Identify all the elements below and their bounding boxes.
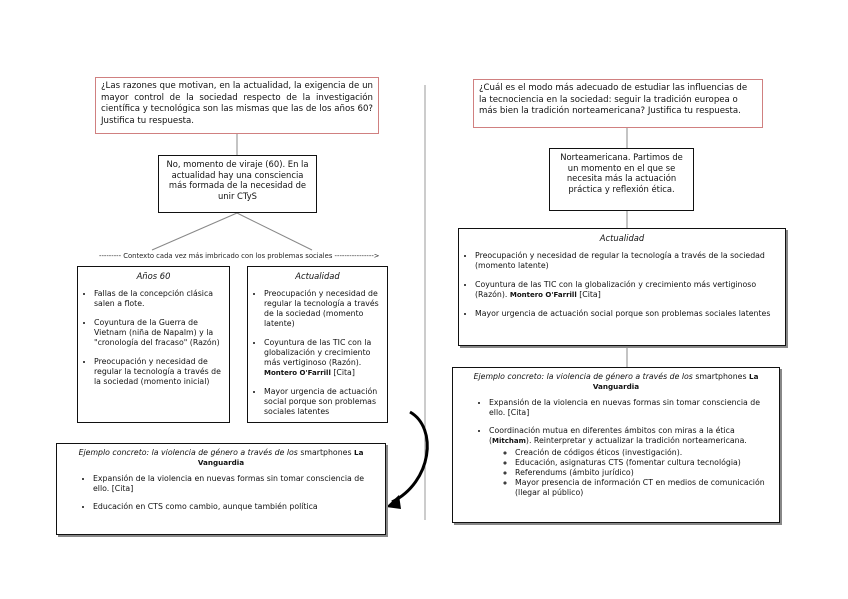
curved-arrow (392, 412, 427, 502)
list-item: • Coordinación mutua en diferentes ámbitos con miras a la ética (Mitcham). Reinterpretar y actualizar la tradición norteamericana. ◦ Creación de códigos éticos (investigación). ◦ Educación, asignaturas CTS (fomentar cultura tecnológia) ◦ Referendums (ámbito jurídico) ◦ Mayor presencia de información CT en medios de comunicación (llegar al público) (489, 426, 771, 498)
left-question-text: ¿Las razones que motivan, en la actualidad, la exigencia de un mayor control de la sociedad respecto de la investigación científica y tecnológica son las mismas que las de los años 60? Justifica tu respuesta. (101, 81, 373, 126)
list-item: • Coyuntura de las TIC con la globalización y crecimiento más vertiginoso (Razón). Montero O'Farrill [Cita] (475, 280, 779, 300)
right-question-box (473, 79, 763, 128)
curved-arrow-head (386, 495, 401, 509)
left-actualidad-box (247, 266, 388, 423)
left-question-box (95, 77, 379, 134)
right-example-sublist (489, 448, 771, 498)
sub-list-item: ◦ Referendums (ámbito jurídico) (515, 468, 771, 478)
left-example-list (65, 474, 377, 512)
author-cite: Montero O'Farrill (264, 369, 331, 377)
sub-list-item: ◦ Educación, asignaturas CTS (fomentar cultura tecnológia) (515, 458, 771, 468)
right-example-title: Ejemplo concreto: la violencia de género a través de los smartphones La Vanguardia (473, 372, 759, 391)
list-item: • Mayor urgencia de actuación social porque son problemas sociales latentes (264, 387, 381, 417)
list-item: • Preocupación y necesidad de regular la tecnología a través de la sociedad (momento inicial) (94, 357, 223, 387)
context-label: --------- Contexto cada vez más imbricado con los problemas sociales ----------------> (99, 252, 380, 260)
list-item: • Mayor urgencia de actuación social porque son problemas sociales latentes (475, 309, 779, 319)
list-item: • Coyuntura de las TIC con la globalización y crecimiento más vertiginoso (Razón). Montero O'Farrill [Cita] (264, 338, 381, 378)
right-answer-text: Norteamericana. Partimos de un momento en el que se necesita más la actuación práctica y reflexión ética. (560, 152, 683, 194)
list-item: • Preocupación y necesidad de regular la tecnología a través de la sociedad (momento latente) (475, 251, 779, 271)
author-cite: Mitcham (492, 437, 526, 445)
left-answer-to-now-line (237, 213, 312, 250)
years-60-box (77, 266, 230, 423)
right-example-list (461, 398, 771, 498)
author-cite: Montero O'Farrill (509, 291, 577, 299)
right-actualidad-box (458, 228, 786, 346)
list-item: • Preocupación y necesidad de regular la tecnología a través de la sociedad (momento latente) (264, 289, 381, 329)
left-actualidad-title: Actualidad (295, 271, 340, 281)
left-answer-to-60-line (152, 213, 237, 250)
list-item: • Educación en CTS como cambio, aunque también política (93, 502, 377, 512)
left-answer-box (158, 155, 317, 213)
right-actualidad-list (465, 251, 779, 319)
list-item: • Expansión de la violencia en nuevas formas sin tomar consciencia de ello. [Cita] (489, 398, 771, 418)
years-60-list (84, 289, 223, 387)
right-actualidad-title: Actualidad (599, 233, 645, 243)
list-item: • Coyuntura de la Guerra de Vietnam (niña de Napalm) y la "cronología del fracaso" (Razón) (94, 318, 223, 348)
left-example-title: Ejemplo concreto: la violencia de género a través de los smartphones La Vanguardia (78, 448, 364, 467)
right-question-text: ¿Cuál es el modo más adecuado de estudiar las influencias de la tecnociencia en la sociedad: seguir la tradición europea o más bien la tradición norteamericana? Justifica tu respuesta. (479, 83, 748, 116)
list-item: • Expansión de la violencia en nuevas formas sin tomar consciencia de ello. [Cita] (93, 474, 377, 494)
list-item: • Fallas de la concepción clásica salen a flote. (94, 289, 223, 309)
left-example-box (56, 443, 386, 535)
right-answer-box (549, 148, 694, 211)
sub-list-item: ◦ Mayor presencia de información CT en medios de comunicación (llegar al público) (515, 478, 771, 498)
left-answer-text: No, momento de viraje (60). En la actualidad hay una consciencia más formada de la necesidad de unir CTyS (166, 159, 309, 201)
sub-list-item: ◦ Creación de códigos éticos (investigación). (515, 448, 771, 458)
left-actualidad-list (254, 289, 381, 417)
right-example-box (452, 367, 780, 523)
years-60-title: Años 60 (136, 271, 171, 281)
